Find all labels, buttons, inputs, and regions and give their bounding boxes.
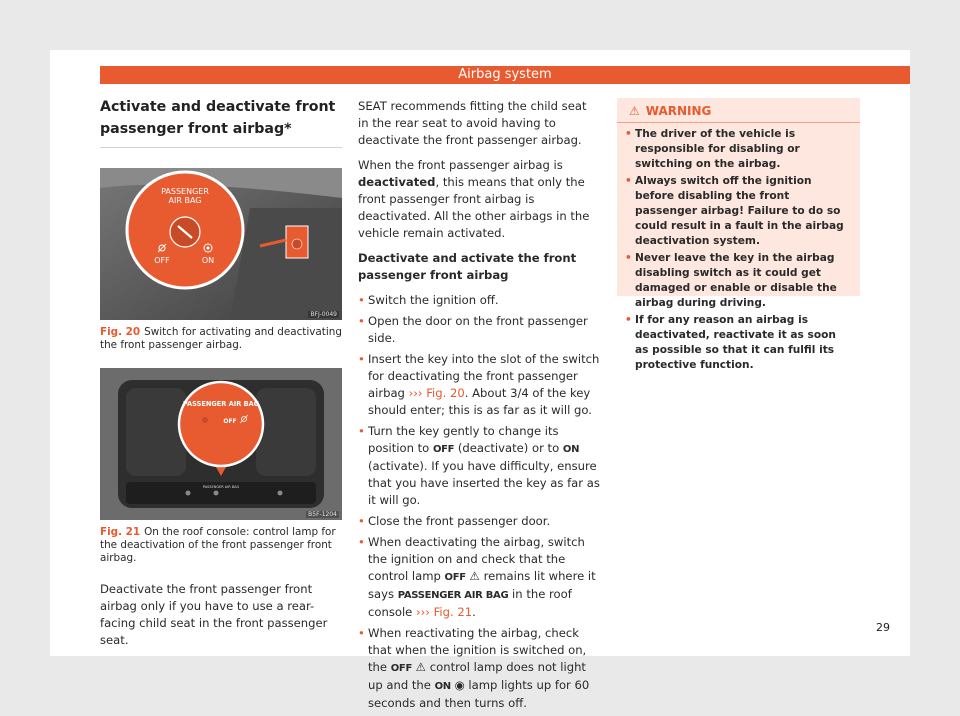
- page-number: 29: [876, 621, 890, 634]
- warning-box: [617, 98, 860, 371]
- switch-on-label: ON: [201, 256, 215, 265]
- callout-circle: [179, 382, 263, 466]
- bold-term: deactivated: [358, 175, 436, 189]
- airbag-icon: ◉: [454, 678, 465, 692]
- airbag-switch-illustration: [100, 168, 342, 320]
- on-lamp-symbol: ON: [434, 681, 451, 692]
- list-item: • Close the front passenger door.: [358, 513, 600, 530]
- figure-reference-link[interactable]: ››› Fig. 21: [416, 605, 473, 619]
- text-run: Turn the key gently to change its position to: [368, 424, 559, 455]
- switch-off-label: OFF: [154, 256, 170, 265]
- deactivated-paragraph: [358, 157, 600, 242]
- console-small-label: PASSENGER AIR BAG: [202, 485, 240, 489]
- off-lamp-symbol: OFF: [444, 572, 466, 583]
- column-left: [100, 96, 342, 661]
- text-run: .: [472, 605, 476, 619]
- callout-label-line1: PASSENGER: [161, 187, 209, 196]
- roof-console-illustration: [100, 368, 342, 520]
- figure-20-caption: [100, 326, 342, 352]
- list-item: [358, 351, 600, 419]
- intro-paragraph: Deactivate the front passenger front airbag only if you have to use a rear-facing child seat in the front passenger seat.: [100, 582, 328, 647]
- text-run: , this means that only the front passenger front airbag is deactivated. All the other airbags in the vehicle remain activated.: [358, 175, 590, 240]
- passenger-airbag-symbol: PASSENGER AIR BAG: [397, 590, 509, 601]
- figure-number: Fig. 21: [100, 526, 141, 538]
- off-lamp-symbol: OFF: [390, 663, 412, 674]
- list-item: • Open the door on the front passenger side.: [358, 313, 600, 347]
- figure-reference-link[interactable]: ››› Fig. 20: [408, 386, 465, 400]
- text-run: remains lit where it says: [368, 569, 596, 601]
- caption-text: On the roof console: control lamp for the deactivation of the front passenger front airbag.: [100, 526, 336, 564]
- warning-triangle-icon: ⚠: [629, 104, 640, 118]
- text-run: control lamp does not light up and the: [368, 660, 586, 692]
- callout-label-line2: AIR BAG: [168, 196, 202, 205]
- on-symbol: ON: [562, 444, 580, 455]
- list-item: [358, 423, 600, 509]
- list-item: [358, 534, 600, 621]
- title-divider: [100, 147, 342, 148]
- callout-label: PASSENGER AIR BAG: [182, 400, 260, 408]
- column-right: [617, 98, 860, 371]
- warning-item: • If for any reason an airbag is deactivated, reactivate it as soon as possible so that it can fulfil its protective function.: [625, 313, 852, 373]
- text-run: . About 3/4 of the key should enter; this is as far as it will go.: [368, 386, 592, 417]
- text-run: (deactivate) or to: [454, 441, 563, 455]
- warning-heading: [629, 102, 852, 120]
- procedure-heading: Deactivate and activate the front passenger front airbag: [358, 251, 577, 282]
- caption-text: Switch for activating and deactivating the front passenger airbag.: [100, 326, 342, 351]
- figure-code: BFJ-0049: [310, 311, 337, 318]
- figure-code: B5F-1204: [308, 511, 337, 518]
- child-seat-icon: ⚠: [469, 569, 480, 583]
- warning-item: • Never leave the key in the airbag disabling switch as it could get damaged or enable or disable the airbag during driving.: [625, 251, 852, 311]
- text-run: in the roof console: [368, 587, 572, 619]
- list-item: • Switch the ignition off.: [358, 292, 600, 309]
- column-middle: [358, 98, 600, 716]
- figure-number: Fig. 20: [100, 326, 141, 338]
- text-run: When deactivating the airbag, switch the ignition on and check that the control lamp: [368, 535, 585, 583]
- text-run: When reactivating the airbag, check that when the ignition is switched on, the: [368, 626, 587, 674]
- lamp-off-label: OFF: [223, 418, 237, 425]
- section-header-bar: Airbag system: [100, 66, 910, 84]
- text-run: Insert the key into the slot of the switch for deactivating the front passenger airbag: [368, 352, 600, 400]
- warning-item: • Always switch off the ignition before disabling the front passenger airbag! Failure to do so could result in a fault in the airbag deactivation system.: [625, 174, 852, 249]
- text-run: When the front passenger airbag is: [358, 158, 563, 172]
- figure-21-image: [100, 368, 342, 520]
- figure-20-image: [100, 168, 342, 320]
- warning-divider: [617, 122, 860, 123]
- off-symbol: OFF: [432, 444, 455, 455]
- page-title: Activate and deactivate front passenger front airbag*: [100, 99, 336, 137]
- figure-21-caption: [100, 526, 342, 565]
- text-run: (activate). If you have difficulty, ensure that you have inserted the key as far as it will go.: [368, 459, 600, 507]
- warning-title: WARNING: [645, 104, 712, 118]
- child-seat-icon: ⚠: [415, 660, 427, 674]
- warning-item: • The driver of the vehicle is responsible for disabling or switching on the airbag.: [625, 127, 852, 172]
- text-run: lamp lights up for 60 seconds and then turns off.: [368, 678, 590, 710]
- list-item: [358, 625, 600, 712]
- recommendation-paragraph: SEAT recommends fitting the child seat in the rear seat to avoid having to deactivate the front passenger airbag.: [358, 99, 587, 147]
- manual-page: [50, 50, 910, 710]
